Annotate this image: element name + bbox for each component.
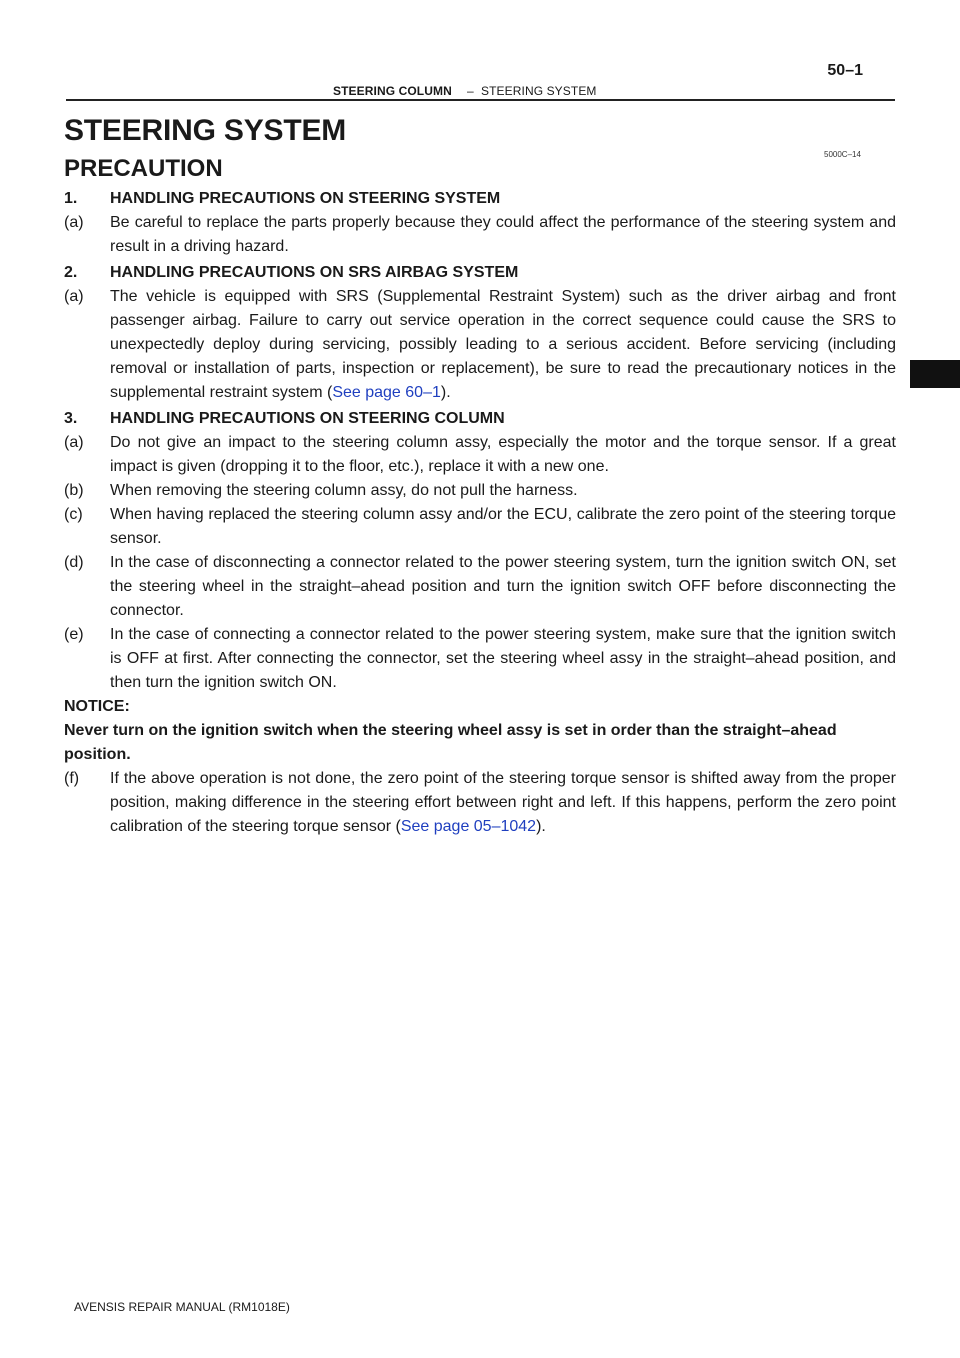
item-label: (a) — [64, 214, 84, 231]
section-title: HANDLING PRECAUTIONS ON STEERING COLUMN — [110, 410, 505, 427]
page-footer: AVENSIS REPAIR MANUAL (RM1018E) — [74, 1300, 290, 1314]
see-page-link[interactable]: See page 05–1042 — [400, 818, 537, 835]
notice-text: Never turn on the ignition switch when the steering wheel assy is set in order than the straight–ahead position. — [64, 722, 837, 763]
section-heading-3 — [64, 407, 896, 431]
item-label: (e) — [64, 626, 84, 643]
section-title: HANDLING PRECAUTIONS ON STEERING SYSTEM — [110, 190, 501, 207]
item-label: (f) — [64, 770, 80, 787]
item-label: (a) — [64, 434, 84, 451]
item-text-after: ). — [536, 818, 546, 835]
item-text: When removing the steering column assy, do not pull the harness. — [110, 482, 578, 499]
item-text: When having replaced the steering column assy and/or the ECU, calibrate the zero point of the steering torque sensor. — [110, 506, 896, 547]
item-text: Do not give an impact to the steering column assy, especially the motor and the torque sensor. If a great impact is given (dropping it to the floor, etc.), replace it with a new one. — [110, 434, 896, 475]
item-text: The vehicle is equipped with SRS (Supplemental Restraint System) such as the driver airbag and front passenger airbag. Failure to carry out service operation in the correct sequence could cause the SRS to unexpectedly deploy during servicing, possibly leading to a serious accident. Before servicing (including removal or installation of parts, inspection or replacement), be sure to read the precautionary notices in the supplemental restraint system ( — [110, 288, 896, 401]
item-label: (a) — [64, 288, 84, 305]
section-heading-2 — [64, 261, 896, 285]
item-text: Be careful to replace the parts properly because they could affect the performance of the steering system and result in a driving hazard. — [110, 214, 896, 255]
page-number: 50–1 — [827, 62, 863, 79]
page-content — [64, 113, 896, 839]
doc-code: 5000C–14 — [824, 150, 861, 159]
see-page-link[interactable]: See page 60–1 — [332, 384, 441, 401]
list-item — [64, 479, 896, 503]
section-number: 2. — [64, 264, 78, 281]
list-item — [64, 285, 896, 405]
list-item — [64, 551, 896, 623]
section-title: HANDLING PRECAUTIONS ON SRS AIRBAG SYSTEM — [110, 264, 519, 281]
item-text-after: ). — [440, 384, 451, 401]
section-tab-marker — [910, 360, 960, 388]
notice-label: NOTICE: — [64, 698, 130, 715]
section-number: 3. — [64, 410, 78, 427]
page-title: STEERING SYSTEM — [64, 114, 347, 147]
item-text: If the above operation is not done, the zero point of the steering torque sensor is shifted away from the proper position, making difference in the steering effort between right and left. If this happens, perform the zero point calibration of the steering torque sensor ( — [110, 770, 896, 835]
header-rule — [66, 99, 895, 101]
page-subtitle: PRECAUTION — [64, 155, 223, 182]
item-label: (b) — [64, 482, 84, 499]
section-heading-1 — [64, 187, 896, 211]
header-separator: – — [467, 84, 474, 98]
header-subsection: STEERING SYSTEM — [481, 84, 597, 98]
list-item — [64, 623, 896, 695]
item-text: In the case of disconnecting a connector related to the power steering system, turn the ignition switch ON, set the steering wheel in the straight–ahead position and turn the ignition switch OFF before disconnecting the connector. — [110, 554, 896, 619]
section-number: 1. — [64, 190, 78, 207]
header-section: STEERING COLUMN — [333, 84, 452, 98]
list-item — [64, 503, 896, 551]
item-label: (c) — [64, 506, 83, 523]
list-item — [64, 767, 896, 839]
item-text: In the case of connecting a connector related to the power steering system, make sure that the ignition switch is OFF at first. After connecting the connector, set the steering wheel assy in the straight–ahead position, and then turn the ignition switch ON. — [110, 626, 896, 691]
list-item — [64, 211, 896, 259]
list-item — [64, 431, 896, 479]
item-label: (d) — [64, 554, 84, 571]
